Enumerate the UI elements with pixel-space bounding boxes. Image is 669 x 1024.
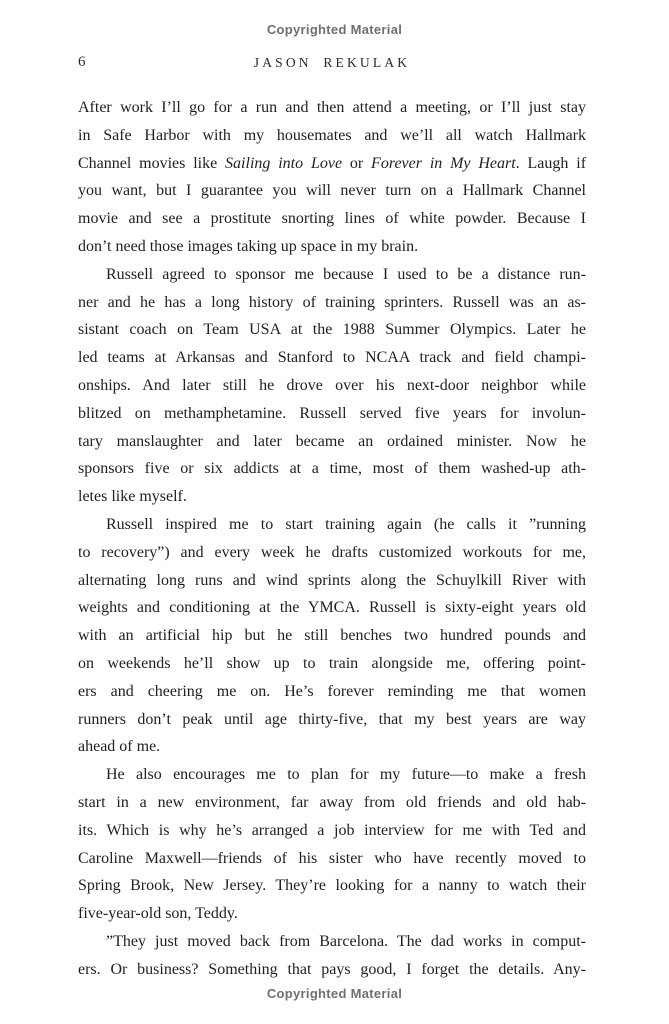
- text-segment: its. Which is why he’s arranged a job interview for me with Ted and: [78, 821, 586, 839]
- paragraph: [78, 261, 586, 511]
- text-segment: blitzed on methamphetamine. Russell served five years for involun-: [78, 404, 586, 422]
- copyright-notice-top: Copyrighted Material: [266, 22, 403, 37]
- text-segment: five-year-old son, Teddy.: [78, 905, 238, 923]
- text-line: [78, 483, 586, 511]
- paragraph: [78, 94, 586, 261]
- text-line: [78, 928, 586, 956]
- text-segment: Channel movies like: [78, 154, 226, 172]
- text-line: [78, 511, 586, 539]
- page-number: 6: [78, 54, 86, 70]
- text-line: [78, 650, 586, 678]
- text-line: [78, 594, 586, 622]
- text-segment: with an artificial hip but he still benches two hundred pounds and: [78, 627, 586, 645]
- paragraph: [78, 511, 586, 761]
- text-line: [78, 706, 586, 734]
- text-segment: ahead of me.: [78, 738, 161, 756]
- text-segment: alternating long runs and wind sprints along the Schuylkill River with: [78, 571, 586, 589]
- text-segment: . Laugh if: [515, 154, 587, 172]
- text-segment: Russell agreed to sponsor me because I used to be a distance run-: [106, 265, 586, 283]
- text-line: [78, 622, 586, 650]
- text-segment: you want, but I guarantee you will never turn on a Hallmark Channel: [78, 182, 586, 200]
- text-segment: letes like myself.: [78, 488, 187, 506]
- text-line: [78, 261, 586, 289]
- text-line: [78, 900, 586, 928]
- text-segment: ”They just moved back from Barcelona. The dad works in comput-: [106, 932, 586, 950]
- text-line: [78, 400, 586, 428]
- text-line: [78, 344, 586, 372]
- text-line: [78, 567, 586, 595]
- text-line: [78, 94, 586, 122]
- text-line: [78, 872, 586, 900]
- text-line: [78, 539, 586, 567]
- text-segment: sponsors five or six addicts at a time, most of them washed-up ath-: [78, 460, 586, 478]
- text-line: [78, 177, 586, 205]
- italic-book-title: Sailing into Love: [225, 154, 343, 172]
- text-segment: don’t need those images taking up space in my brain.: [78, 237, 419, 255]
- text-segment: Russell inspired me to start training again (he calls it ”running: [106, 515, 586, 533]
- text-segment: Spring Brook, New Jersey. They’re looking for a nanny to watch their: [78, 877, 586, 895]
- italic-book-title: Forever in My Heart: [371, 154, 516, 172]
- text-segment: onships. And later still he drove over his next-door neighbor while: [78, 376, 586, 394]
- text-line: [78, 289, 586, 317]
- text-line: [78, 233, 586, 261]
- paragraph: [78, 761, 586, 928]
- text-line: [78, 733, 586, 761]
- text-segment: He also encourages me to plan for my future—to make a fresh: [106, 766, 586, 784]
- text-line: [78, 817, 586, 845]
- paragraph: [78, 928, 586, 984]
- text-line: [78, 205, 586, 233]
- text-line: [78, 956, 586, 984]
- text-segment: tary manslaughter and later became an ordained minister. Now he: [78, 432, 586, 450]
- page-header: [78, 54, 586, 72]
- text-segment: start in a new environment, far away from old friends and old hab-: [78, 793, 586, 811]
- text-line: [78, 372, 586, 400]
- text-segment: Caroline Maxwell—friends of his sister who have recently moved to: [78, 849, 586, 867]
- text-line: [78, 122, 586, 150]
- text-segment: movie and see a prostitute snorting lines of white powder. Because I: [78, 210, 586, 228]
- text-line: [78, 789, 586, 817]
- text-segment: weights and conditioning at the YMCA. Russell is sixty-eight years old: [78, 599, 586, 617]
- text-segment: sistant coach on Team USA at the 1988 Summer Olympics. Later he: [78, 321, 586, 339]
- text-segment: runners don’t peak until age thirty-five, that my best years are way: [78, 710, 586, 728]
- text-segment: ner and he has a long history of training sprinters. Russell was an as-: [78, 293, 586, 311]
- text-line: [78, 316, 586, 344]
- text-line: [78, 428, 586, 456]
- text-segment: or: [342, 154, 372, 172]
- text-segment: to recovery”) and every week he drafts customized workouts for me,: [78, 543, 586, 561]
- text-line: [78, 678, 586, 706]
- text-line: [78, 845, 586, 873]
- text-segment: led teams at Arkansas and Stanford to NCAA track and field champi-: [78, 349, 586, 367]
- text-segment: ers and cheering me on. He’s forever reminding me that women: [78, 682, 586, 700]
- text-line: [78, 150, 586, 178]
- text-line: [78, 455, 586, 483]
- running-head-author: JASON REKULAK: [253, 55, 411, 70]
- text-segment: in Safe Harbor with my housemates and we’ll all watch Hallmark: [78, 126, 586, 144]
- body-text: [78, 94, 586, 984]
- text-segment: on weekends he’ll show up to train alongside me, offering point-: [78, 654, 586, 672]
- copyright-notice-bottom: Copyrighted Material: [266, 986, 403, 1001]
- text-segment: ers. Or business? Something that pays good, I forget the details. Any-: [78, 960, 586, 978]
- text-line: [78, 761, 586, 789]
- text-segment: After work I’ll go for a run and then attend a meeting, or I’ll just stay: [78, 99, 586, 116]
